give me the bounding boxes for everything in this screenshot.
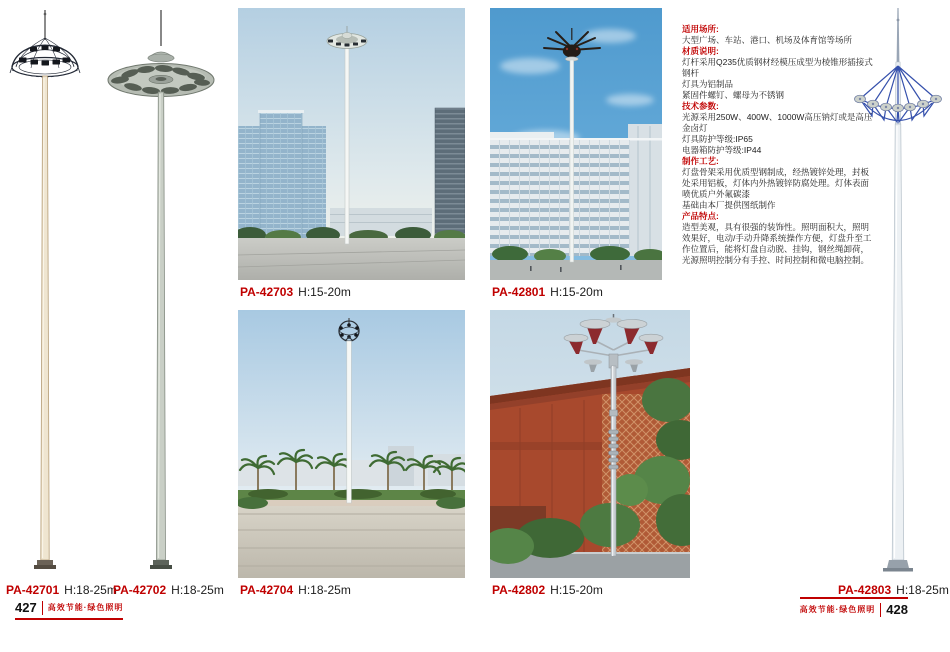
footer-divider: [880, 603, 881, 617]
product-height: H:18-25m: [64, 583, 117, 597]
product-code: PA-42702: [113, 583, 167, 597]
spec-line: 灯杆采用Q235优质钢材经模压成型为棱锥形插接式钢杆: [682, 57, 873, 78]
spec-heading: 产品特点:: [682, 211, 719, 221]
product-height: H:15-20m: [550, 285, 603, 299]
spec-heading: 技术参数:: [682, 101, 719, 111]
product-height: H:18-25m: [896, 583, 949, 597]
spec-line: 造型美观，具有很强的装饰性。照明面积大，照明效果好，电动/手动升降系统操作方便，灯盘升至工作位置后，能将灯盘自动脱、挂钩，钢丝绳卸荷，光源照明控制分有手控、时间控制和微电脑控制。: [682, 222, 872, 265]
footer-divider: [42, 601, 43, 615]
product-photo-pa-42802: [490, 310, 690, 578]
right-page-number: 428: [886, 602, 908, 617]
footer-slogan: 高效节能·绿色照明: [47, 603, 124, 612]
product-code: PA-42802: [492, 583, 546, 597]
product-label-pa-42702: [113, 583, 224, 597]
spec-panel: [682, 24, 874, 266]
product-code: PA-42803: [838, 583, 892, 597]
spec-line: 光源采用250W、400W、1000W高压钠灯或是高压金卤灯: [682, 112, 873, 133]
spec-heading: 材质说明:: [682, 46, 719, 56]
footer-slogan: 高效节能·绿色照明: [799, 605, 876, 614]
product-height: H:18-25m: [171, 583, 224, 597]
right-page-footer: [800, 597, 908, 617]
product-code: PA-42801: [492, 285, 546, 299]
product-code: PA-42701: [6, 583, 60, 597]
product-height: H:15-20m: [298, 285, 351, 299]
product-photo-pa-42801: [490, 8, 662, 280]
product-code: PA-42704: [240, 583, 294, 597]
product-height: H:18-25m: [298, 583, 351, 597]
spec-line: 灯具防护等级:IP65: [682, 134, 753, 144]
product-label-pa-42801: [492, 285, 603, 299]
spec-line: 灯盘骨架采用优质型钢制成，经热镀锌处理，封板处采用铝板，灯体内外热镀锌防腐处理。灯体表面喷优质户外氟碳漆: [682, 167, 870, 199]
left-page-footer: [15, 600, 123, 620]
product-drawing-pa-42702: [104, 4, 219, 579]
lightning-rod-icon: [44, 10, 47, 40]
spire: [897, 8, 900, 62]
spec-line: 紧固件螺钉、螺母为不锈钢: [682, 90, 785, 100]
product-code: PA-42703: [240, 285, 294, 299]
saucer-lamp-crown: [108, 52, 214, 97]
product-photo-pa-42703: [238, 8, 465, 280]
product-label-pa-42704: [240, 583, 351, 597]
spec-line: 大型广场、车站、港口、机场及体育馆等场所: [682, 35, 853, 45]
product-label-pa-42703: [240, 285, 351, 299]
left-page-number: 427: [15, 600, 37, 615]
product-drawing-pa-42701: [0, 4, 100, 579]
product-label-pa-42803: [838, 583, 949, 597]
product-label-pa-42701: [6, 583, 117, 597]
spec-heading: 适用场所:: [682, 24, 719, 34]
spec-line: 基础由本厂提供图纸制作: [682, 200, 776, 210]
product-height: H:15-20m: [550, 583, 603, 597]
spec-line: 电器箱防护等级:IP44: [682, 145, 762, 155]
spec-line: 灯具为铝制品: [682, 79, 734, 89]
dome-lamp-crown: [10, 38, 80, 77]
spec-heading: 制作工艺:: [682, 156, 719, 166]
product-label-pa-42802: [492, 583, 603, 597]
product-photo-pa-42704: [238, 310, 465, 578]
